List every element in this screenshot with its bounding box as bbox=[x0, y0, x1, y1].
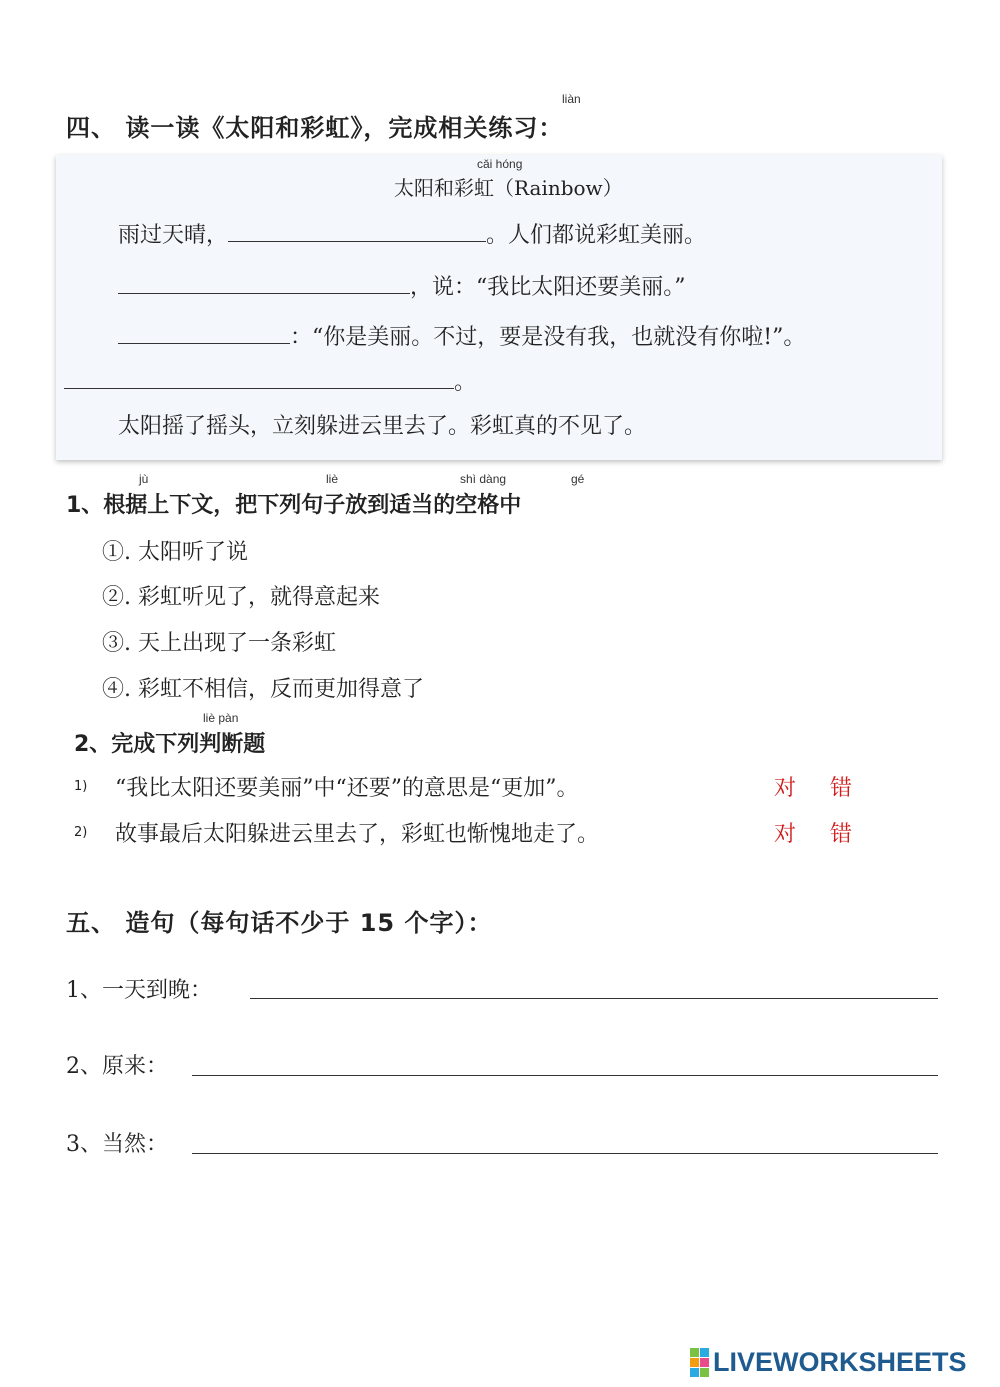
q2-item-1-num: 1) bbox=[74, 779, 88, 794]
line2-end: ，说：“我比太阳还要美丽。” bbox=[410, 275, 686, 300]
section-4-heading: 四、 读一读《太阳和彩虹》，完成相关练习： bbox=[66, 114, 564, 142]
line1-start: 雨过天晴， bbox=[118, 223, 229, 248]
q2-item-1-false[interactable]: 错 bbox=[830, 776, 853, 801]
q2-item-1-true[interactable]: 对 bbox=[774, 776, 797, 801]
q2-item-2-num: 2) bbox=[74, 825, 88, 840]
logo-blocks-icon bbox=[690, 1348, 709, 1377]
story-blank-1[interactable] bbox=[228, 223, 486, 242]
liveworksheets-logo bbox=[690, 1347, 967, 1378]
q2-item-1-text: “我比太阳还要美丽”中“还要”的意思是“更加”。 bbox=[115, 776, 579, 801]
sentence-1-input[interactable] bbox=[250, 976, 938, 999]
q1-option-2: ②. 彩虹听见了，就得意起来 bbox=[102, 585, 380, 610]
pinyin-lian: liàn bbox=[562, 92, 581, 106]
q2-item-2-text: 故事最后太阳躲进云里去了，彩虹也惭愧地走了。 bbox=[115, 822, 600, 847]
story-line-1 bbox=[118, 218, 706, 249]
section-5-heading: 五、 造句（每句话不少于 15 个字）： bbox=[66, 909, 493, 937]
q2-item-2-false[interactable]: 错 bbox=[830, 822, 853, 847]
story-blank-2[interactable] bbox=[118, 275, 410, 294]
sentence-3-input[interactable] bbox=[192, 1131, 938, 1154]
pinyin-ge: gé bbox=[571, 472, 585, 486]
story-blank-4[interactable] bbox=[64, 370, 454, 389]
story-blank-3[interactable] bbox=[118, 325, 290, 344]
story-title: 太阳和彩虹（Rainbow） bbox=[394, 176, 623, 200]
sentence-1-label: 1、一天到晚： bbox=[66, 978, 212, 1003]
pinyin-lie: liè bbox=[326, 472, 339, 486]
title-pinyin: cǎi hóng bbox=[477, 157, 523, 171]
sentence-3-label: 3、当然： bbox=[66, 1132, 168, 1157]
story-line-2 bbox=[118, 270, 686, 301]
logo-text: LIVEWORKSHEETS bbox=[713, 1347, 967, 1377]
line3-end: ：“你是美丽。不过，要是没有我，也就没有你啦!”。 bbox=[290, 325, 806, 350]
q2-item-2-true[interactable]: 对 bbox=[774, 822, 797, 847]
pinyin-shidang: shì dàng bbox=[460, 472, 507, 486]
line4-end: 。 bbox=[454, 370, 477, 395]
story-line-4 bbox=[64, 365, 476, 396]
sentence-2-input[interactable] bbox=[192, 1053, 938, 1076]
story-line-3 bbox=[118, 320, 805, 351]
q1-option-3: ③. 天上出现了一条彩虹 bbox=[102, 631, 336, 656]
story-line-5: 太阳摇了摇头，立刻躲进云里去了。彩虹真的不见了。 bbox=[118, 414, 647, 439]
q2-heading: 2、完成下列判断题 bbox=[74, 732, 266, 757]
q1-option-1: ①. 太阳听了说 bbox=[102, 540, 248, 565]
pinyin-ju: jù bbox=[139, 472, 149, 486]
q1-heading: 1、根据上下文，把下列句子放到适当的空格中 bbox=[66, 493, 522, 518]
pinyin-liepan: liè pàn bbox=[203, 711, 239, 725]
line1-end: 。人们都说彩虹美丽。 bbox=[486, 223, 707, 248]
q1-option-4: ④. 彩虹不相信，反而更加得意了 bbox=[102, 677, 424, 702]
sentence-2-label: 2、原来： bbox=[66, 1054, 168, 1079]
